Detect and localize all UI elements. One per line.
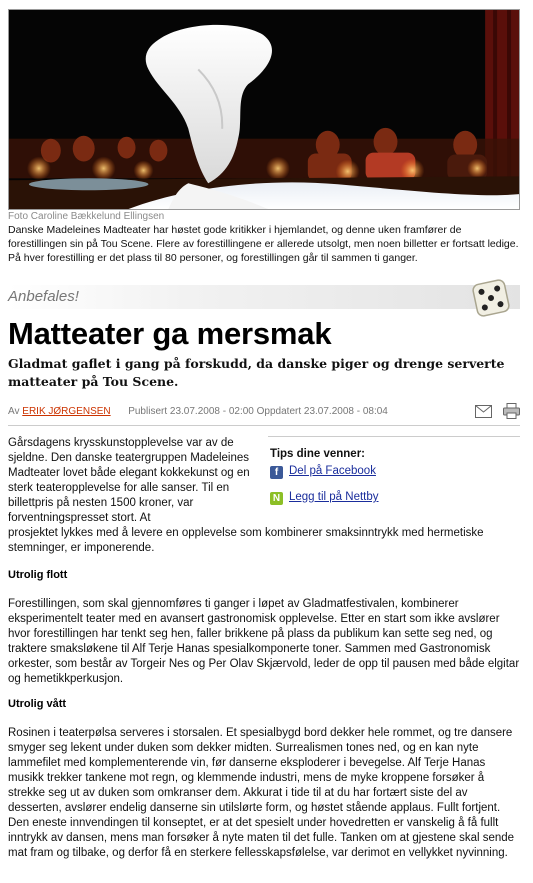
article-photo	[8, 9, 520, 210]
share-title: Tips dine venner:	[270, 448, 366, 460]
section-heading: Utrolig flott	[8, 569, 68, 581]
photo-caption: Danske Madeleines Madteater har høstet gode kritikker i hjemlandet, og denne uken framfører de forestillingen sin på Tou Scene. Flere av forestillingene er allerede utsolgt, men noen billetter er fortsatt ledige. På hver forestilling er det plass til 80 personer, og forestillingen går til sammen ti ganger.	[8, 224, 519, 264]
share-divider	[268, 436, 520, 437]
facebook-link[interactable]: Del på Facebook	[289, 465, 376, 477]
envelope-icon[interactable]	[475, 405, 492, 418]
recommend-bar	[8, 285, 520, 309]
section-text: Forestillingen, som skal gjennomføres ti ganger i løpet av Gladmatfestivalen, kombinerer eksperimentelt teater med en avansert gastronomisk opplevelse. Etter en start som ikke avslører hvor forestillingen har tenkt seg hen, faller brikkene på plass da publikum kan sette seg ned, og traktere smaksløkene til Alf Terje Hanas spesialkomponerte toner. Sammen med Gastronomisk orkester, som består av Torgeir Nes og Per Olav Skjærvold, leder de opp til pausen med både elgitar og hemetikkperkusjon.	[8, 598, 520, 685]
photo-credit: Foto Caroline Bækkelund Ellingsen	[8, 211, 165, 222]
byline	[8, 406, 388, 417]
updated-date: Oppdatert 23.07.2008 - 08:04	[256, 406, 388, 417]
intro-paragraph-narrow: Gårsdagens krysskunstopplevelse var av de sjeldne. Den danske teatergruppen Madeleines Madteater lovet både elegant kokkekunst og en sterk teateropplevelse for alle sanser. Til en billettpris på nesten 1500 kroner, var forventningspresset stort. At	[8, 437, 250, 524]
section-text: Rosinen i teaterpølsa serveres i storsalen. Et spesialbygd bord dekker hele rommet, og tre dansere smyger seg lekent under duken som dekker midten. Surrealismen tones ned, og en kan nyte lammefilet med komplementerende vin, før danserne eksploderer i bevegelse. Alf Terje Hanas musikk trekker tankene mot regn, og klemmende industri, mens de myke kroppene forsøker å strekke seg ut av duken som omkranser dem. Akkurat i tide til at du har fortært siste del av desserten, avslører endelig danserne sin utilslørte form, og høstet stående applaus. Fullt fortjent. Den eneste innvendingen til konseptet, er at det spesielt under hovedretten er vanskelig å få fullt inntrykk av dansen, mens man forsøker å nyte maten til det fulle. Tanken om at gjestene skal sende mat fram og tilbake, og derfor få en sterkere fellesskapsfølelse, var derimot en vellykket nyvinning.	[8, 727, 515, 859]
intro-paragraph-wide: prosjektet lykkes med å levere en opplevelse som kombinerer smaksinntrykk med hermetiske stemninger, er imponerende.	[8, 527, 484, 554]
facebook-icon: f	[270, 466, 283, 479]
printer-icon[interactable]	[503, 403, 520, 419]
published-date: Publisert 23.07.2008 - 02:00	[128, 406, 254, 417]
dice-icon	[470, 277, 512, 319]
section-heading: Utrolig vått	[8, 698, 67, 710]
article-headline: Matteater ga mersmak	[8, 316, 332, 351]
nettby-link[interactable]: Legg til på Nettby	[289, 491, 379, 503]
byline-prefix: Av	[8, 406, 20, 417]
recommend-label: Anbefales!	[8, 288, 79, 305]
article-lead: Gladmat gaflet i gang på forskudd, da danske piger og drenge serverte matteater på Tou Scene.	[8, 356, 505, 389]
author-link[interactable]: ERIK JØRGENSEN	[22, 406, 111, 417]
dancer-table-photo	[9, 10, 519, 209]
byline-divider	[8, 425, 520, 426]
nettby-icon: N	[270, 492, 283, 505]
